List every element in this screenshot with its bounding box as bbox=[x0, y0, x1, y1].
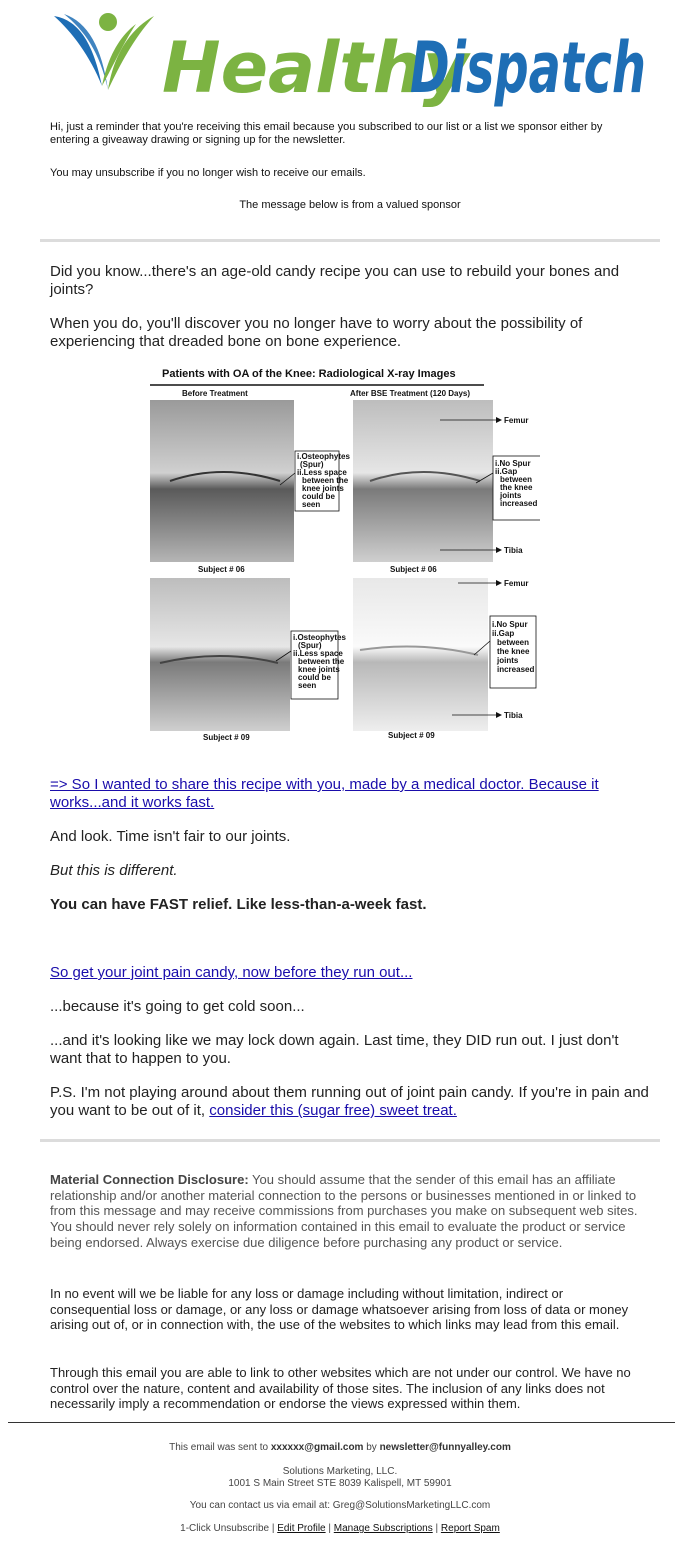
manage-subscriptions-link[interactable]: Manage Subscriptions bbox=[333, 1523, 433, 1534]
message-paragraph-1: Did you know...there's an age-old candy recipe you can use to rebuild your bones and joints? bbox=[50, 263, 620, 298]
company-name: Solutions Marketing, LLC. bbox=[282, 1466, 398, 1477]
svg-text:between the: between the bbox=[302, 476, 349, 485]
message-paragraph-5: You can have FAST relief. Like less-than-a-week fast. bbox=[50, 896, 427, 913]
liability-disclaimer: In no event will we be liable for any loss or damage including without limitation, indirect or consequential loss or damage, or any loss or damage whatsoever arising from loss of data or money arising out of, or in connection with, the use of the websites to which links may lead from this email. bbox=[50, 1286, 629, 1333]
recipe-link[interactable]: => So I wanted to share this recipe with you, made by a medical doctor. Because it works...and it works fast. bbox=[50, 776, 599, 811]
svg-text:(Spur): (Spur) bbox=[298, 641, 322, 650]
subject-06-after-label: Subject # 06 bbox=[390, 565, 437, 574]
unsubscribe-note: You may unsubscribe if you no longer wish to receive our emails. bbox=[50, 167, 366, 179]
report-spam-link[interactable]: Report Spam bbox=[440, 1523, 500, 1534]
svg-text:knee joints: knee joints bbox=[302, 484, 344, 493]
svg-text:joints: joints bbox=[497, 656, 519, 665]
tibia-label-2: Tibia bbox=[504, 711, 523, 720]
edit-profile-link[interactable]: Edit Profile bbox=[277, 1523, 326, 1534]
sent-to-line: This email was sent to xxxxxx@gmail.com by newsletter@funnyalley.com bbox=[169, 1442, 511, 1453]
svg-text:ii.Gap: ii.Gap bbox=[495, 467, 518, 476]
disclosure-text: You should assume that the sender of this email has an affiliate relationship and/or another material connection to the persons or businesses mentioned in or linked to from this message and may receive commissions from purchases you make on subsequent web sites. You should never rely solely on information contained in this email to evaluate the product or service being endorsed. Always exercise due diligence before purchasing any product or service. bbox=[50, 1172, 638, 1250]
figure-title: Patients with OA of the Knee: Radiological X-ray Images bbox=[162, 368, 456, 380]
joint-candy-link[interactable]: So get your joint pain candy, now before they run out... bbox=[50, 964, 413, 981]
section-divider bbox=[40, 239, 660, 242]
disclosure-heading: Material Connection Disclosure: bbox=[50, 1172, 249, 1187]
subject-09-before-label: Subject # 09 bbox=[203, 733, 250, 742]
sponsor-note: The message below is from a valued sponsor bbox=[239, 199, 461, 211]
svg-text:joints: joints bbox=[500, 491, 522, 500]
sweet-treat-link[interactable]: consider this (sugar free) sweet treat. bbox=[209, 1102, 457, 1119]
svg-text:ii.Gap: ii.Gap bbox=[492, 629, 515, 638]
column-after-label: After BSE Treatment (120 Days) bbox=[350, 389, 471, 398]
before-note-2 bbox=[293, 633, 346, 690]
logo-emblem-icon bbox=[54, 13, 154, 90]
svg-text:increased: increased bbox=[500, 499, 538, 508]
postscript bbox=[50, 1084, 650, 1120]
column-before-label: Before Treatment bbox=[182, 389, 248, 398]
footer-links: 1-Click Unsubscribe | Edit Profile | Manage Subscriptions | Report Spam bbox=[180, 1523, 500, 1534]
before-note-1 bbox=[297, 452, 350, 509]
femur-label-2: Femur bbox=[504, 579, 529, 588]
message-paragraph-4: But this is different. bbox=[50, 862, 178, 879]
message-paragraph-7: ...and it's looking like we may lock down again. Last time, they DID run out. I just don't want that to happen to you. bbox=[50, 1032, 619, 1067]
svg-text:i.No Spur: i.No Spur bbox=[492, 620, 528, 629]
subject-09-after-label: Subject # 09 bbox=[388, 731, 435, 740]
svg-text:i.Osteophytes: i.Osteophytes bbox=[293, 633, 346, 642]
footer-divider bbox=[8, 1422, 675, 1423]
svg-text:between: between bbox=[500, 475, 533, 484]
contact-line: You can contact us via email at: Greg@SolutionsMarketingLLC.com bbox=[189, 1500, 491, 1511]
svg-text:knee joints: knee joints bbox=[298, 665, 340, 674]
subscription-reminder: Hi, just a reminder that you're receiving this email because you subscribed to our list or a list we sponsor either by entering a giveaway drawing or signing up for the newsletter. bbox=[50, 121, 603, 146]
postscript-text: P.S. I'm not playing around about them running out of joint pain candy. If you're in pain and you want to be out of it, bbox=[50, 1084, 649, 1119]
subject-06-before-label: Subject # 06 bbox=[198, 565, 245, 574]
svg-text:increased: increased bbox=[497, 665, 535, 674]
xray-before-subject-09 bbox=[150, 578, 290, 731]
svg-text:(Spur): (Spur) bbox=[300, 460, 324, 469]
message-paragraph-6: ...because it's going to get cold soon... bbox=[50, 998, 305, 1015]
sender-email: newsletter@funnyalley.com bbox=[379, 1442, 511, 1453]
svg-text:could be: could be bbox=[302, 492, 335, 501]
svg-text:i.Osteophytes: i.Osteophytes bbox=[297, 452, 350, 461]
section-divider-2 bbox=[40, 1139, 660, 1142]
external-links-disclaimer: Through this email you are able to link to other websites which are not under our control. We have no control over the nature, content and availability of those sites. The inclusion of any links does not necessarily imply a recommendation or endorse the views expressed within them. bbox=[50, 1365, 631, 1412]
one-click-unsubscribe[interactable]: 1-Click Unsubscribe bbox=[180, 1523, 270, 1534]
svg-text:ii.Less space: ii.Less space bbox=[293, 649, 343, 658]
svg-text:the knee: the knee bbox=[497, 647, 530, 656]
xray-after-subject-06 bbox=[353, 400, 493, 562]
svg-text:ii.Less space: ii.Less space bbox=[297, 468, 347, 477]
recipient-email: xxxxxx@gmail.com bbox=[270, 1442, 364, 1453]
femur-label-1: Femur bbox=[504, 416, 529, 425]
svg-text:the knee: the knee bbox=[500, 483, 533, 492]
svg-text:between: between bbox=[497, 638, 530, 647]
logo-word-dispatch: Dispatch bbox=[410, 27, 646, 109]
message-paragraph-2: When you do, you'll discover you no longer have to worry about the possibility of experiencing that dreaded bone on bone experience. bbox=[50, 315, 583, 350]
material-disclosure bbox=[50, 1172, 645, 1251]
svg-text:i.No Spur: i.No Spur bbox=[495, 459, 531, 468]
healthy-dispatch-logo bbox=[50, 6, 650, 110]
svg-text:between the: between the bbox=[298, 657, 345, 666]
logo-word-healthy: Healthy bbox=[162, 27, 469, 109]
knee-xray-figure bbox=[140, 363, 540, 748]
svg-text:could be: could be bbox=[298, 673, 331, 682]
svg-text:seen: seen bbox=[302, 500, 321, 509]
message-paragraph-3: And look. Time isn't fair to our joints. bbox=[50, 828, 291, 845]
svg-text:seen: seen bbox=[298, 681, 317, 690]
company-address: 1001 S Main Street STE 8039 Kalispell, MT 59901 bbox=[228, 1478, 452, 1489]
tibia-label-1: Tibia bbox=[504, 546, 523, 555]
xray-after-subject-09 bbox=[353, 578, 488, 731]
